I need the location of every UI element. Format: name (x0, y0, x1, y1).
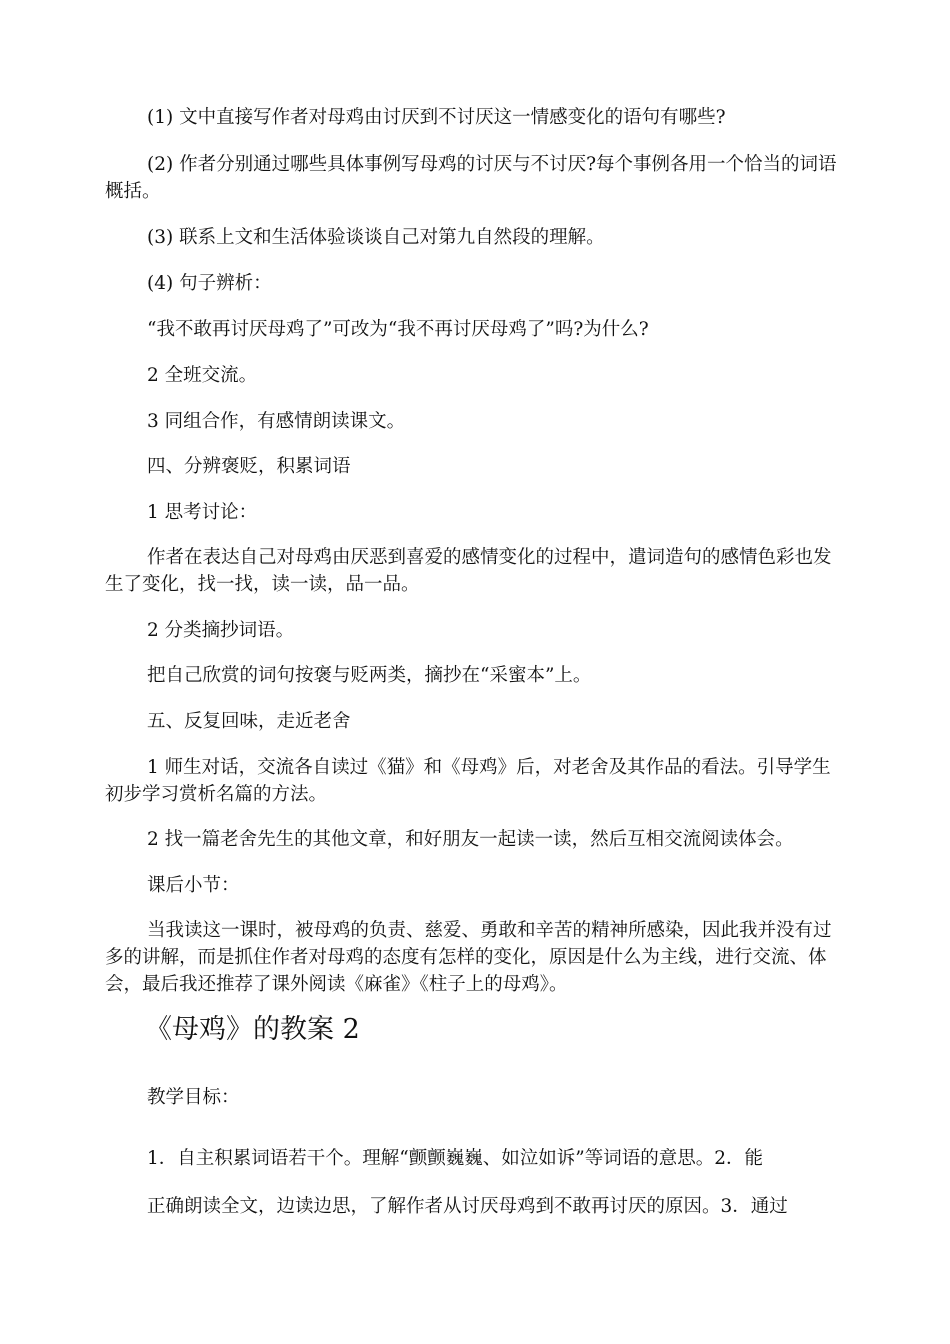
paragraph-laoshe-article: 2 找一篇老舍先生的其他文章，和好朋友一起读一读，然后互相交流阅读体会。 (147, 829, 794, 850)
paragraph-q2: (2) 作者分别通过哪些具体事例写母鸡的讨厌与不讨厌?每个事例各用一个恰当的词语概括。 (105, 154, 837, 202)
paragraph-teaching-goals-label: 教学目标： (147, 1087, 240, 1108)
paragraph-summary: 当我读这一课时，被母鸡的负责、慈爱、勇敢和辛苦的精神所感染，因此我并没有过多的讲解，而是抓住作者对母鸡的态度有怎样的变化，原因是什么为主线，进行交流、体会，最后我还推荐了课外阅读《麻雀》《柱子上的母鸡》。 (105, 920, 832, 995)
paragraph-q3: (3) 联系上文和生活体验谈谈自己对第九自然段的理解。 (147, 227, 605, 248)
paragraph-honey-book: 把自己欣赏的词句按褒与贬两类，摘抄在“采蜜本”上。 (147, 665, 592, 686)
lesson-plan-2-title: 《母鸡》的教案 2 (145, 1014, 360, 1045)
paragraph-teacher-dialogue: 1 师生对话，交流各自读过《猫》和《母鸡》后，对老舍及其作品的看法。引导学生初步学习赏析名篇的方法。 (105, 757, 831, 805)
paragraph-summary-label: 课后小节： (147, 875, 240, 896)
paragraph-group-reading: 3 同组合作，有感情朗读课文。 (147, 411, 406, 432)
paragraph-copy-words: 2 分类摘抄词语。 (147, 620, 295, 641)
paragraph-goal-line-1: 1．自主积累词语若干个。理解“颤颤巍巍、如泣如诉”等词语的意思。2．能 (147, 1148, 763, 1169)
paragraph-sentence-analysis: “我不敢再讨厌母鸡了”可改为“我不再讨厌母鸡了”吗?为什么? (147, 319, 649, 340)
paragraph-q1: (1) 文中直接写作者对母鸡由讨厌到不讨厌这一情感变化的语句有哪些? (147, 107, 726, 128)
section-heading-5: 五、反复回味，走近老舍 (147, 711, 351, 732)
section-heading-4: 四、分辨褒贬，积累词语 (147, 456, 351, 477)
paragraph-class-exchange: 2 全班交流。 (147, 365, 258, 386)
paragraph-q4: (4) 句子辨析： (147, 273, 272, 294)
paragraph-discussion: 1 思考讨论： (147, 502, 258, 523)
paragraph-emotion-change: 作者在表达自己对母鸡由厌恶到喜爱的感情变化的过程中，遣词造句的感情色彩也发生了变化，找一找，读一读，品一品。 (105, 547, 832, 595)
paragraph-goal-line-2: 正确朗读全文，边读边思，了解作者从讨厌母鸡到不敢再讨厌的原因。3．通过 (147, 1196, 788, 1217)
